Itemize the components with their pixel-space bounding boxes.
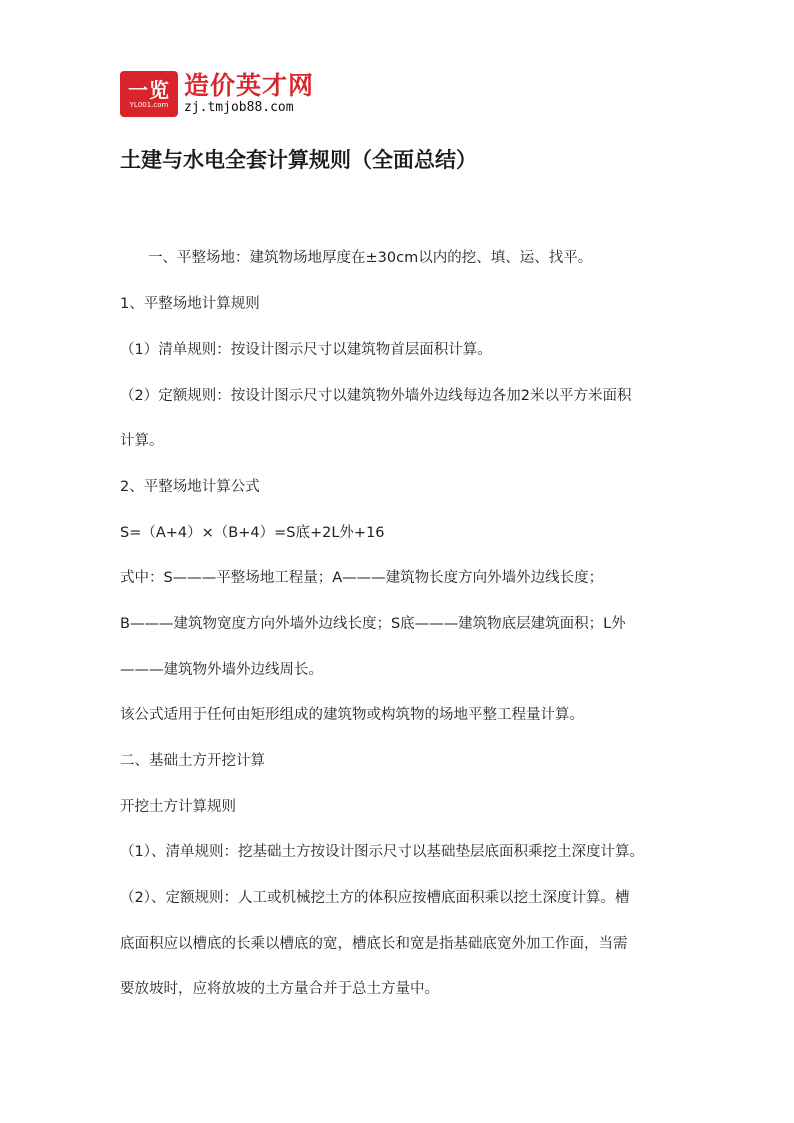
paragraph-line: 式中：S———平整场地工程量；A———建筑物长度方向外墙外边线长度； [120,570,604,586]
paragraph-line: 一、平整场地：建筑物场地厚度在±30cm以内的挖、填、运、找平。 [148,250,593,266]
paragraph-line: B———建筑物宽度方向外墙外边线长度；S底———建筑物底层建筑面积；L外 [120,616,626,632]
logo-site-name: 造价英才网 [184,71,315,100]
logo-url: zj.tmjob88.com [184,100,294,115]
paragraph-line: S=（A+4）×（B+4）=S底+2L外+16 [120,525,385,541]
paragraph-line: 2、平整场地计算公式 [120,479,260,495]
paragraph-line: （1）清单规则：按设计图示尺寸以建筑物首层面积计算。 [120,342,492,358]
paragraph-line: 二、基础土方开挖计算 [120,753,265,769]
paragraph-line: （2）、定额规则：人工或机械挖土方的体积应按槽底面积乘以挖土深度计算。槽 [120,890,630,906]
logo-badge-domain: YL001.com [129,100,169,109]
paragraph-line: 开挖土方计算规则 [120,799,236,815]
logo-badge [120,71,178,117]
paragraph-line: （1）、清单规则：挖基础土方按设计图示尺寸以基础垫层底面积乘挖土深度计算。 [120,844,644,860]
paragraph-line: ———建筑物外墙外边线周长。 [120,662,323,678]
document-title: 土建与水电全套计算规则（全面总结） [120,148,477,172]
paragraph-line: （2）定额规则：按设计图示尺寸以建筑物外墙外边线每边各加2米以平方米面积 [120,388,632,404]
paragraph-line: 底面积应以槽底的长乘以槽底的宽，槽底长和宽是指基础底宽外加工作面，当需 [120,936,628,952]
logo-text [184,72,314,116]
site-logo[interactable] [120,70,314,118]
paragraph-line: 该公式适用于任何由矩形组成的建筑物或构筑物的场地平整工程量计算。 [120,707,584,723]
paragraph-line: 1、平整场地计算规则 [120,296,260,312]
paragraph-line: 计算。 [120,433,164,449]
logo-badge-text: 一览 [128,77,170,102]
paragraph-line: 要放坡时，应将放坡的土方量合并于总土方量中。 [120,981,439,997]
